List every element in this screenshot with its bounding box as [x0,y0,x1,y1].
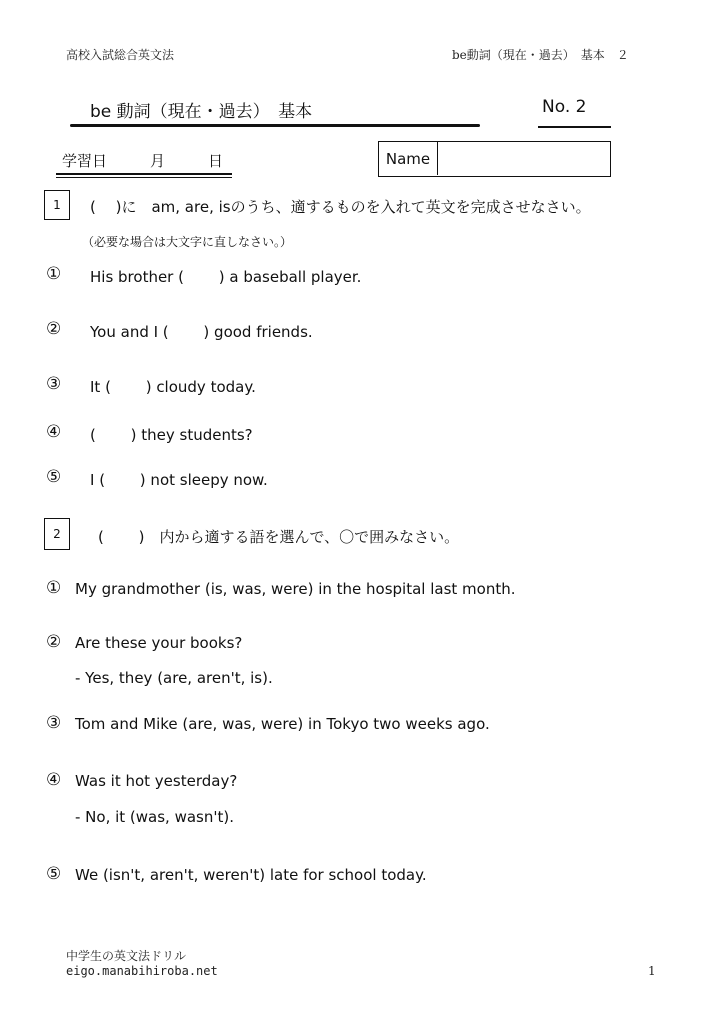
q2-3-marker: ③ [46,713,62,733]
q1-2-marker: ② [46,319,62,339]
q2-2-marker: ② [46,632,62,652]
section-2-instruction: ( ) 内から適する語を選んで、〇で囲みなさい。 [98,528,460,546]
footer-url: eigo.manabihiroba.net [66,964,218,978]
q2-4-answer: - No, it (was, wasn't). [75,808,235,826]
q1-5-marker: ⑤ [46,467,62,487]
study-date-day: 日 [208,152,224,170]
study-date-underline [56,173,232,175]
number-underline [538,126,611,128]
header-right: be動詞（現在・過去） 基本 ２ [452,48,629,62]
section-1-instruction: ( )に am, are, isのうち、適するものを入れて英文を完成させなさい。 [90,198,591,216]
q2-5-text: We (isn't, aren't, weren't) late for school today. [75,866,427,884]
name-label: Name [379,142,438,175]
q2-2-answer: - Yes, they (are, aren't, is). [75,669,273,687]
q1-1-marker: ① [46,264,62,284]
q2-3-text: Tom and Mike (are, was, were) in Tokyo two weeks ago. [75,715,490,733]
worksheet-number: No. 2 [542,97,587,117]
study-date-month: 月 [150,152,166,170]
title-underline [70,124,480,127]
q1-2-text: You and I ( ) good friends. [90,323,313,341]
name-box [378,141,611,177]
study-date-label: 学習日 [62,152,108,170]
q1-4-text: ( ) they students? [90,426,253,444]
q2-2-text: Are these your books? [75,634,243,652]
q2-4-text: Was it hot yesterday? [75,772,238,790]
q2-1-marker: ① [46,578,62,598]
header-left: 高校入試総合英文法 [66,48,175,62]
footer-title: 中学生の英文法ドリル [66,949,187,963]
q2-4-marker: ④ [46,770,62,790]
section-2-badge: 2 [44,518,70,550]
q1-3-marker: ③ [46,374,62,394]
page-number: 1 [648,964,656,978]
section-1-note: （必要な場合は大文字に直しなさい。） [82,235,293,249]
study-date-underline-2 [56,177,232,178]
q1-4-marker: ④ [46,422,62,442]
q1-3-text: It ( ) cloudy today. [90,378,256,396]
q2-1-text: My grandmother (is, was, were) in the hospital last month. [75,580,516,598]
q2-5-marker: ⑤ [46,864,62,884]
q1-1-text: His brother ( ) a baseball player. [90,268,362,286]
q1-5-text: I ( ) not sleepy now. [90,471,268,489]
worksheet-title: be 動詞（現在・過去） 基本 [90,102,313,122]
section-1-badge: 1 [44,190,70,220]
